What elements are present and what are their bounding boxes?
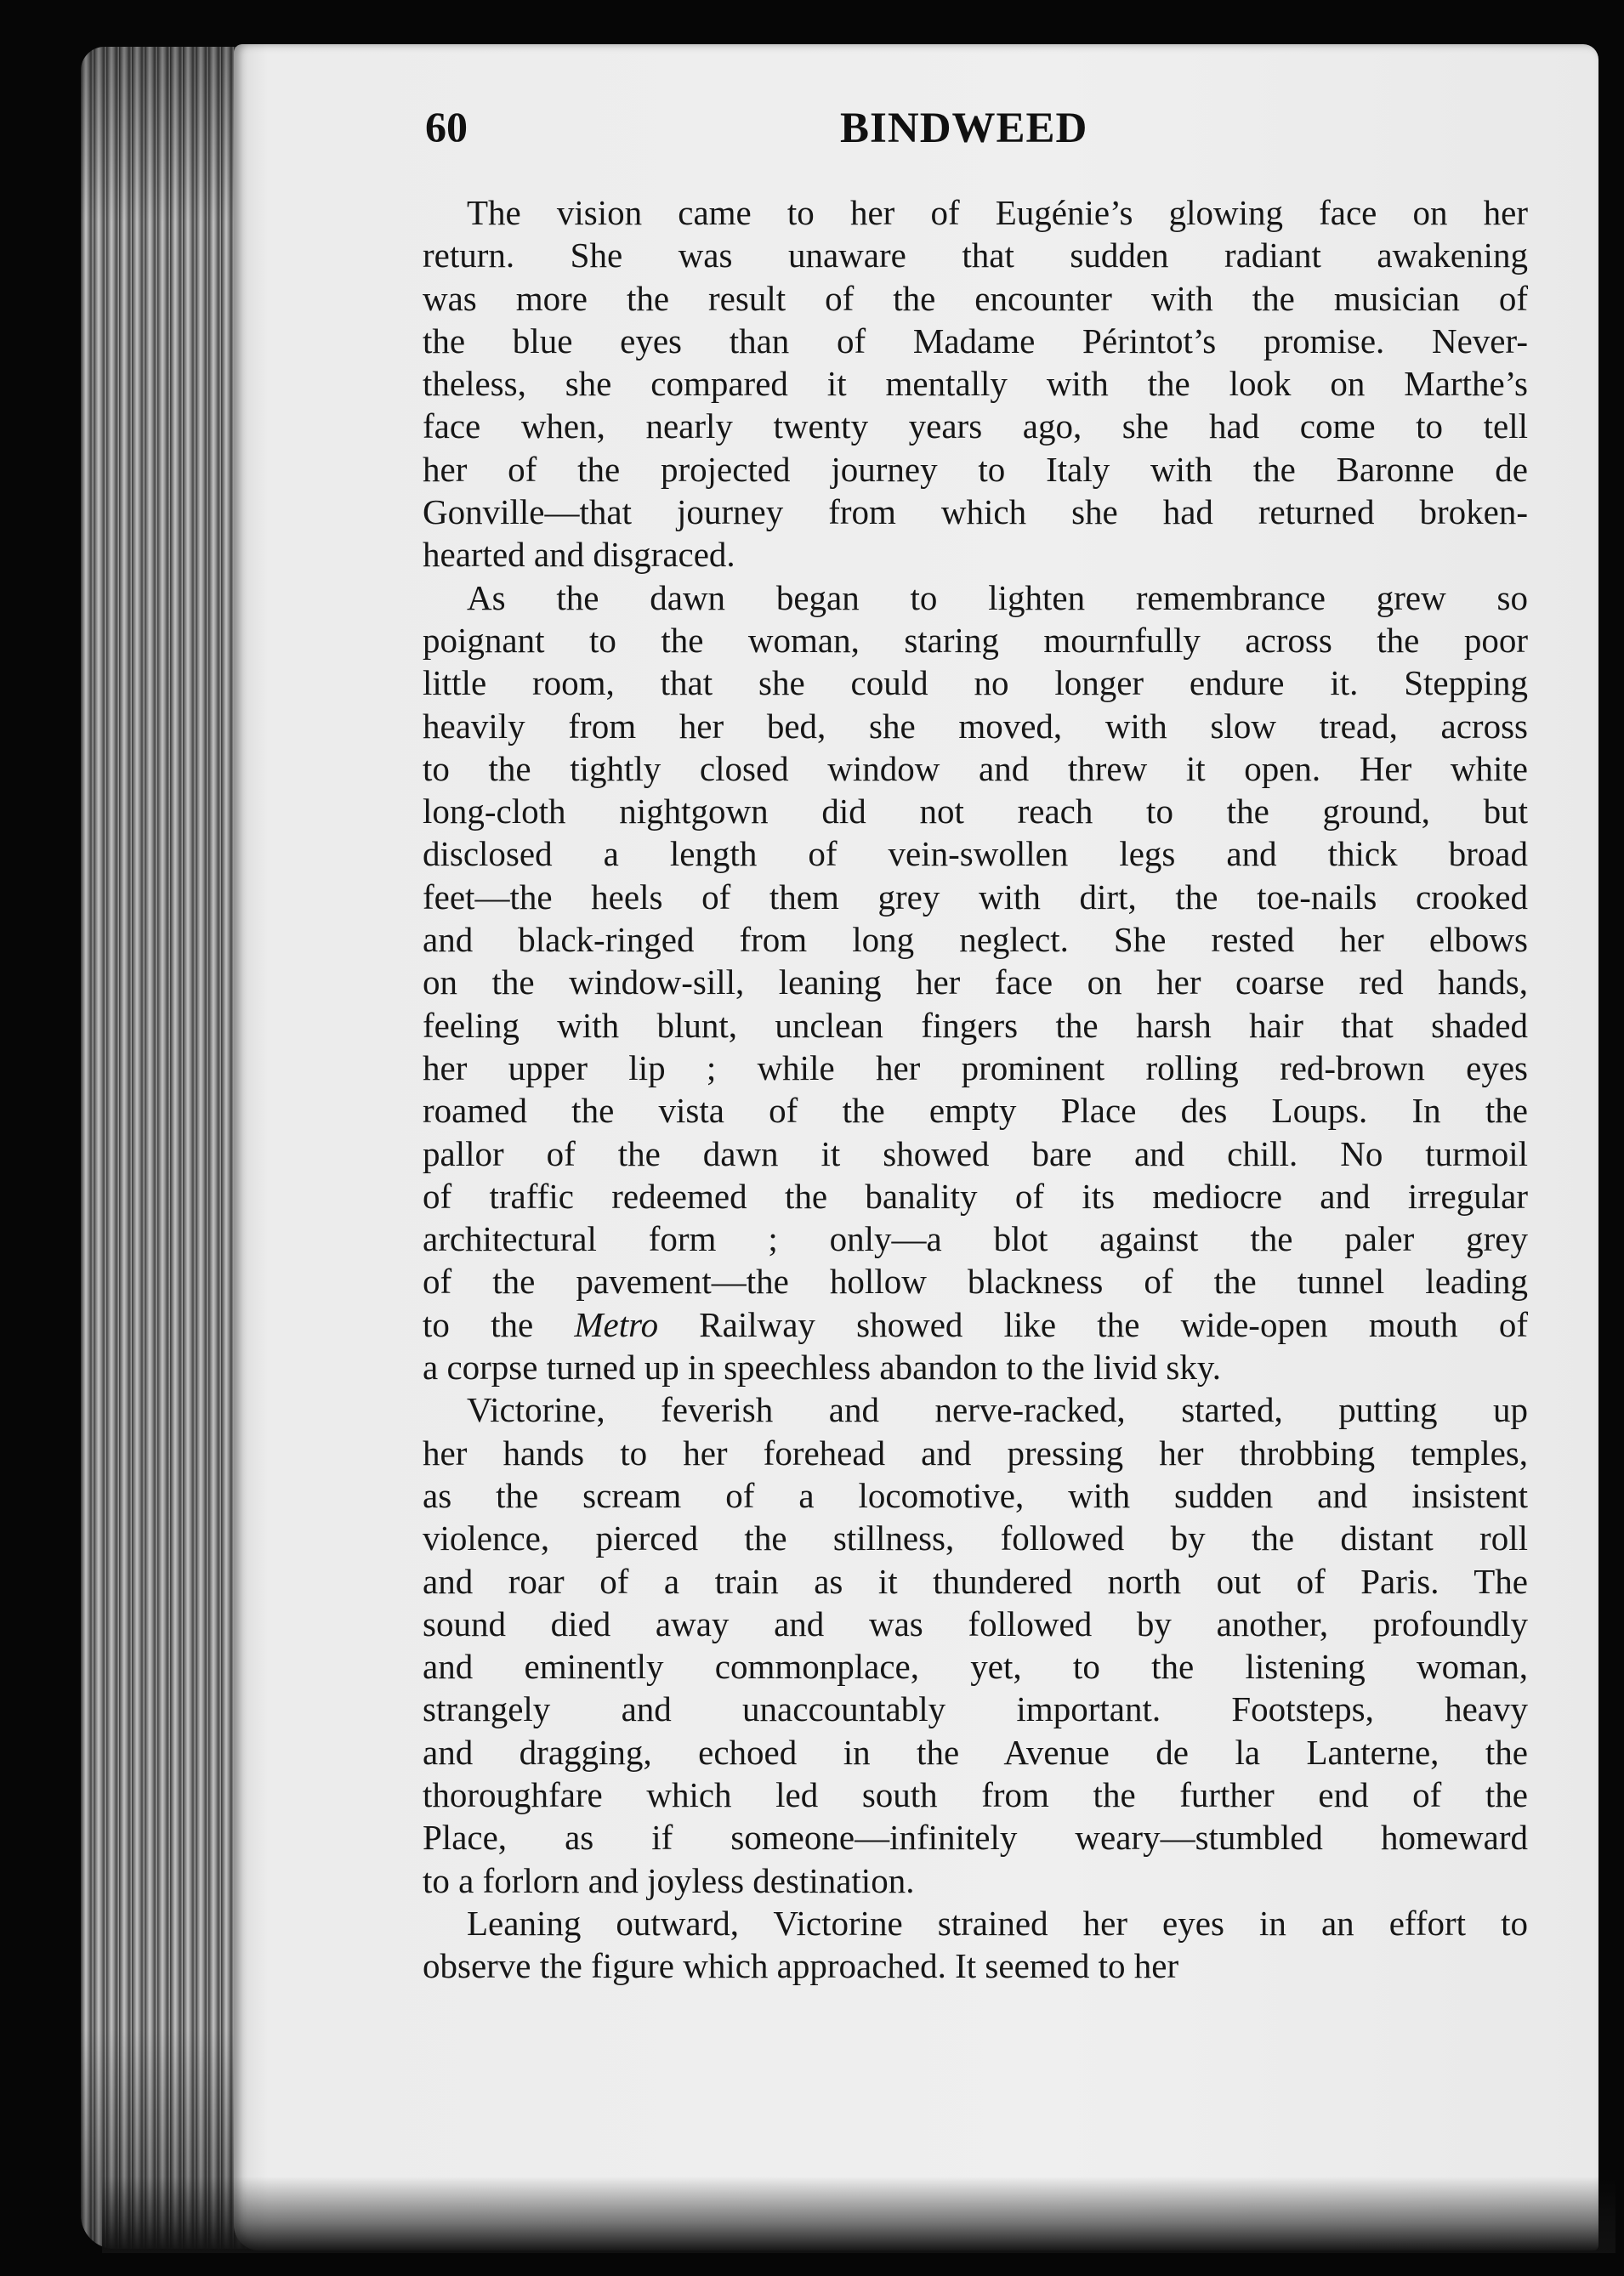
text-line: disclosed a length of vein-swollen legs and thick broad bbox=[423, 834, 1528, 874]
text-line: the blue eyes than of Madame Périntot’s promise. Never- bbox=[423, 321, 1528, 360]
paragraph bbox=[423, 1902, 1528, 1988]
text-line: poignant to the woman, staring mournfully across the poor bbox=[423, 620, 1528, 660]
text-line: architectural form ; only—a blot against the paler grey bbox=[423, 1219, 1528, 1259]
text-line: Victorine, feverish and nerve-racked, started, putting up bbox=[467, 1390, 1528, 1430]
text-line: to the tightly closed window and threw it open. Her white bbox=[423, 748, 1528, 788]
text-line: The vision came to her of Eugénie’s glowing face on her bbox=[467, 193, 1528, 232]
text-line: return. She was unaware that sudden radiant awakening bbox=[423, 236, 1528, 275]
text-line: and eminently commonplace, yet, to the listening woman, bbox=[423, 1647, 1528, 1687]
text-line: of the pavement—the hollow blackness of the tunnel leading bbox=[423, 1262, 1528, 1302]
text-line: on the window-sill, leaning her face on her coarse red hands, bbox=[423, 962, 1528, 1002]
text-line: her of the projected journey to Italy with the Baronne de bbox=[423, 449, 1528, 489]
text-line: a corpse turned up in speechless abandon to the livid sky. bbox=[423, 1348, 1221, 1388]
text-line: Place, as if someone—infinitely weary—stumbled homeward bbox=[423, 1818, 1528, 1858]
paragraph bbox=[423, 576, 1528, 1389]
body-text bbox=[423, 191, 1528, 1987]
text-line: As the dawn began to lighten remembrance grew so bbox=[467, 577, 1528, 617]
text-line: was more the result of the encounter with the musician of bbox=[423, 278, 1528, 318]
text-line: violence, pierced the stillness, followed by the distant roll bbox=[423, 1518, 1528, 1558]
book-title: BINDWEED bbox=[840, 105, 1088, 152]
text-line: her upper lip ; while her prominent rolling red-brown eyes bbox=[423, 1047, 1528, 1087]
text-line: little room, that she could no longer endure it. Stepping bbox=[423, 663, 1528, 703]
text-line: pallor of the dawn it showed bare and chill. No turmoil bbox=[423, 1133, 1528, 1173]
page-number: 60 bbox=[425, 103, 468, 150]
text-line: Leaning outward, Victorine strained her eyes in an effort to bbox=[467, 1903, 1528, 1943]
text-line: of traffic redeemed the banality of its mediocre and irregular bbox=[423, 1176, 1528, 1216]
paragraph bbox=[423, 191, 1528, 576]
book-fore-edge bbox=[81, 47, 251, 2249]
text-line: hearted and disgraced. bbox=[423, 535, 735, 575]
text-line: and roar of a train as it thundered north out of Paris. The bbox=[423, 1561, 1528, 1601]
text-line: roamed the vista of the empty Place des Loups. In the bbox=[423, 1091, 1528, 1131]
text-line: sound died away and was followed by another, profoundly bbox=[423, 1603, 1528, 1643]
text-line: long-cloth nightgown did not reach to the ground, but bbox=[423, 792, 1528, 832]
paragraph bbox=[423, 1388, 1528, 1902]
text-line: and black-ringed from long neglect. She rested her elbows bbox=[423, 920, 1528, 960]
text-line: face when, nearly twenty years ago, she had come to tell bbox=[423, 406, 1528, 446]
text-line: Gonville—that journey from which she had returned broken- bbox=[423, 492, 1528, 532]
running-head bbox=[425, 102, 1530, 170]
text-line: strangely and unaccountably important. Footsteps, heavy bbox=[423, 1689, 1528, 1729]
text-line: feet—the heels of them grey with dirt, the toe-nails crooked bbox=[423, 877, 1528, 917]
text-line: her hands to her forehead and pressing her throbbing temples, bbox=[423, 1433, 1528, 1473]
text-line: observe the figure which approached. It seemed to her bbox=[423, 1946, 1179, 1986]
text-line: to the Metro Railway showed like the wide-open mouth of bbox=[423, 1304, 1529, 1344]
text-line: and dragging, echoed in the Avenue de la Lanterne, the bbox=[423, 1732, 1528, 1772]
text-line: theless, she compared it mentally with the look on Marthe’s bbox=[423, 364, 1528, 404]
text-line: as the scream of a locomotive, with sudden and insistent bbox=[423, 1475, 1528, 1515]
page-bottom-shadow bbox=[102, 2177, 1615, 2253]
text-line: feeling with blunt, unclean fingers the harsh hair that shaded bbox=[423, 1005, 1528, 1045]
text-line: to a forlorn and joyless destination. bbox=[423, 1860, 915, 1900]
text-line: heavily from her bed, she moved, with slow tread, across bbox=[423, 706, 1528, 746]
text-line: thoroughfare which led south from the further end of the bbox=[423, 1774, 1528, 1814]
